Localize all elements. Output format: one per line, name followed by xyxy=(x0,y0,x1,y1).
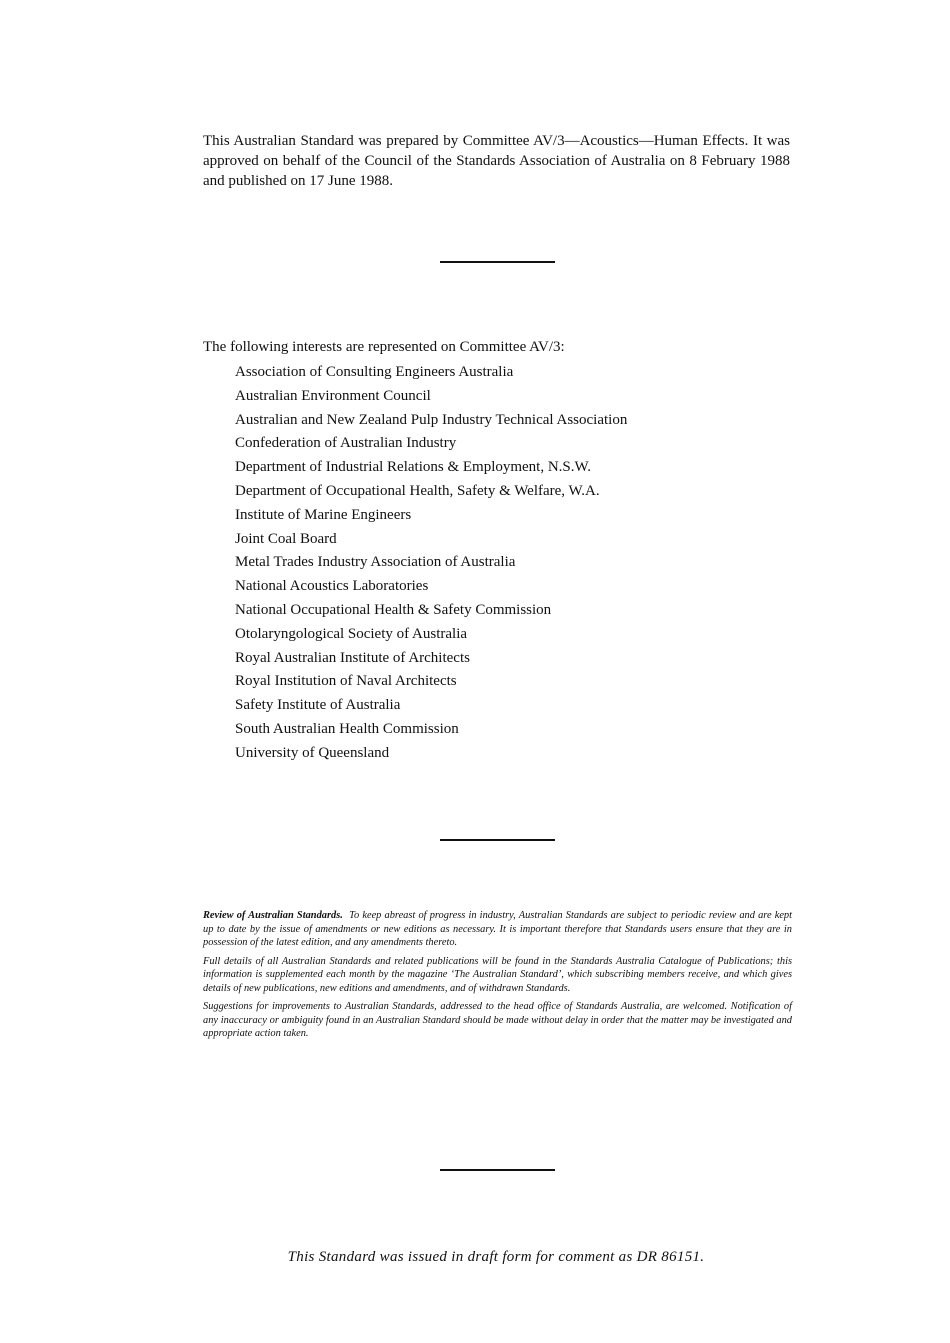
list-item: University of Queensland xyxy=(235,744,390,761)
suggestions-paragraph: Suggestions for improvements to Australian Standards, addressed to the head office of Standards Australia, are welcomed. Notification of any inaccuracy or ambiguity found in an Australian Standard should be made without delay in order that the matter may be investigated and appropriate action taken. xyxy=(203,1001,792,1039)
list-item: Australian and New Zealand Pulp Industry Technical Association xyxy=(235,411,628,428)
list-item: Australian Environment Council xyxy=(235,387,431,404)
draft-note: This Standard was issued in draft form for comment as DR 86151. xyxy=(287,1249,705,1265)
list-item: Royal Institution of Naval Architects xyxy=(235,673,457,690)
review-heading: Review of Australian Standards. xyxy=(203,910,343,921)
list-item: Otolaryngological Society of Australia xyxy=(235,625,468,642)
divider-rule xyxy=(440,261,555,263)
review-paragraph xyxy=(203,909,792,950)
committee-intro: The following interests are represented on Committee AV/3: xyxy=(203,339,565,355)
divider-rule xyxy=(440,839,555,841)
interest-list xyxy=(235,361,803,766)
review-text: To keep abreast of progress in industry, Australian Standards are subject to periodic review and are kept up to date by the issue of amendments or new editions as necessary. It is important therefore that Standards users ensure that they are in possession of the latest edition, and any amendments thereto. xyxy=(203,910,793,948)
list-item: National Occupational Health & Safety Commission xyxy=(235,601,552,618)
catalogue-paragraph: Full details of all Australian Standards and related publications will be found in the Standards Australia Catalogue of Publications; this information is supplemented each month by the magazine ‘The Australian Standard’, which subscribing members receive, and which gives details of new publications, new editions and amendments, and of withdrawn Standards. xyxy=(203,955,792,994)
list-item: Metal Trades Industry Association of Australia xyxy=(235,554,516,571)
list-item: National Acoustics Laboratories xyxy=(235,578,429,595)
divider-rule xyxy=(440,1169,555,1171)
list-item: Department of Industrial Relations & Employment, N.S.W. xyxy=(235,459,592,476)
preamble-paragraph: This Australian Standard was prepared by Committee AV/3—Acoustics—Human Effects. It was approved on behalf of the Council of the Standards Association of Australia on 8 February 1988 and published on 17 June 1988. xyxy=(203,133,790,189)
list-item: Safety Institute of Australia xyxy=(235,697,401,714)
list-item: Institute of Marine Engineers xyxy=(235,506,412,523)
list-item: South Australian Health Commission xyxy=(235,720,459,737)
list-item: Department of Occupational Health, Safety & Welfare, W.A. xyxy=(235,482,600,499)
review-notice xyxy=(203,909,792,1046)
list-item: Royal Australian Institute of Architects xyxy=(235,649,470,666)
committee-section xyxy=(203,337,803,766)
list-item: Association of Consulting Engineers Australia xyxy=(235,364,514,380)
list-item: Joint Coal Board xyxy=(235,530,337,547)
list-item: Confederation of Australian Industry xyxy=(235,435,457,452)
